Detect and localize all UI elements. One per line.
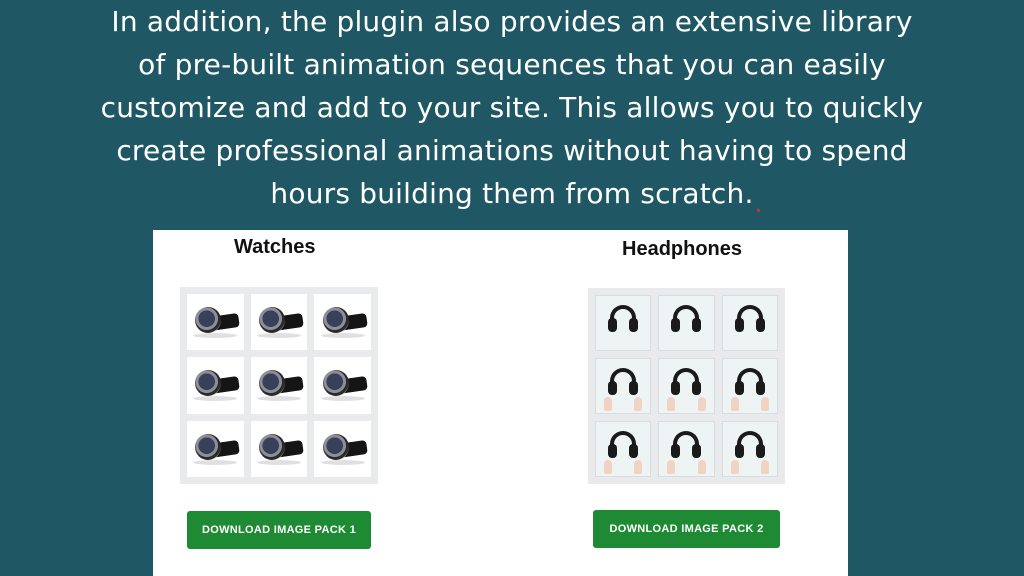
- pack-title-headphones: Headphones: [622, 238, 743, 260]
- headline-line: hours building them from scratch.: [270, 177, 754, 210]
- watch-icon: [319, 432, 367, 466]
- pack-title-watches: Watches: [234, 236, 316, 258]
- thumbnail: [314, 421, 371, 477]
- headline-line: of pre-built animation sequences that you can easily: [138, 48, 886, 81]
- thumbnail: [658, 295, 714, 351]
- thumbnail: [187, 421, 244, 477]
- headphones-icon: [608, 305, 638, 333]
- watch-icon: [191, 305, 239, 339]
- headphones-icon: [735, 305, 765, 333]
- headline-text: [20, 0, 1004, 215]
- watch-icon: [319, 305, 367, 339]
- thumbnail: [251, 357, 308, 413]
- thumbnail: [658, 421, 714, 477]
- thumbnail: [595, 358, 651, 414]
- headphones-icon: [671, 305, 701, 333]
- headline-line: customize and add to your site. This allows you to quickly: [100, 91, 924, 124]
- watch-icon: [255, 368, 303, 402]
- headphones-icon: [735, 431, 765, 459]
- image-grid-watches: [180, 287, 378, 484]
- headline-line: In addition, the plugin also provides an extensive library: [111, 5, 913, 38]
- thumbnail: [595, 421, 651, 477]
- thumbnail: [722, 358, 778, 414]
- headphones-icon: [608, 368, 638, 396]
- download-pack-2-button[interactable]: DOWNLOAD IMAGE PACK 2: [593, 510, 780, 548]
- watch-icon: [319, 368, 367, 402]
- watch-icon: [191, 432, 239, 466]
- thumbnail: [314, 294, 371, 350]
- thumbnail: [187, 357, 244, 413]
- headphones-icon: [735, 368, 765, 396]
- decorative-dot: [757, 209, 760, 212]
- headphones-icon: [608, 431, 638, 459]
- thumbnail: [187, 294, 244, 350]
- thumbnail: [251, 421, 308, 477]
- image-packs-panel: [153, 230, 848, 576]
- thumbnail: [251, 294, 308, 350]
- thumbnail: [595, 295, 651, 351]
- thumbnail: [658, 358, 714, 414]
- image-grid-headphones: [588, 288, 785, 484]
- watch-icon: [191, 368, 239, 402]
- thumbnail: [722, 295, 778, 351]
- headphones-icon: [671, 431, 701, 459]
- thumbnail: [314, 357, 371, 413]
- download-pack-1-button[interactable]: DOWNLOAD IMAGE PACK 1: [187, 511, 371, 549]
- watch-icon: [255, 432, 303, 466]
- watch-icon: [255, 305, 303, 339]
- headline-line: create professional animations without having to spend: [116, 134, 908, 167]
- headphones-icon: [671, 368, 701, 396]
- thumbnail: [722, 421, 778, 477]
